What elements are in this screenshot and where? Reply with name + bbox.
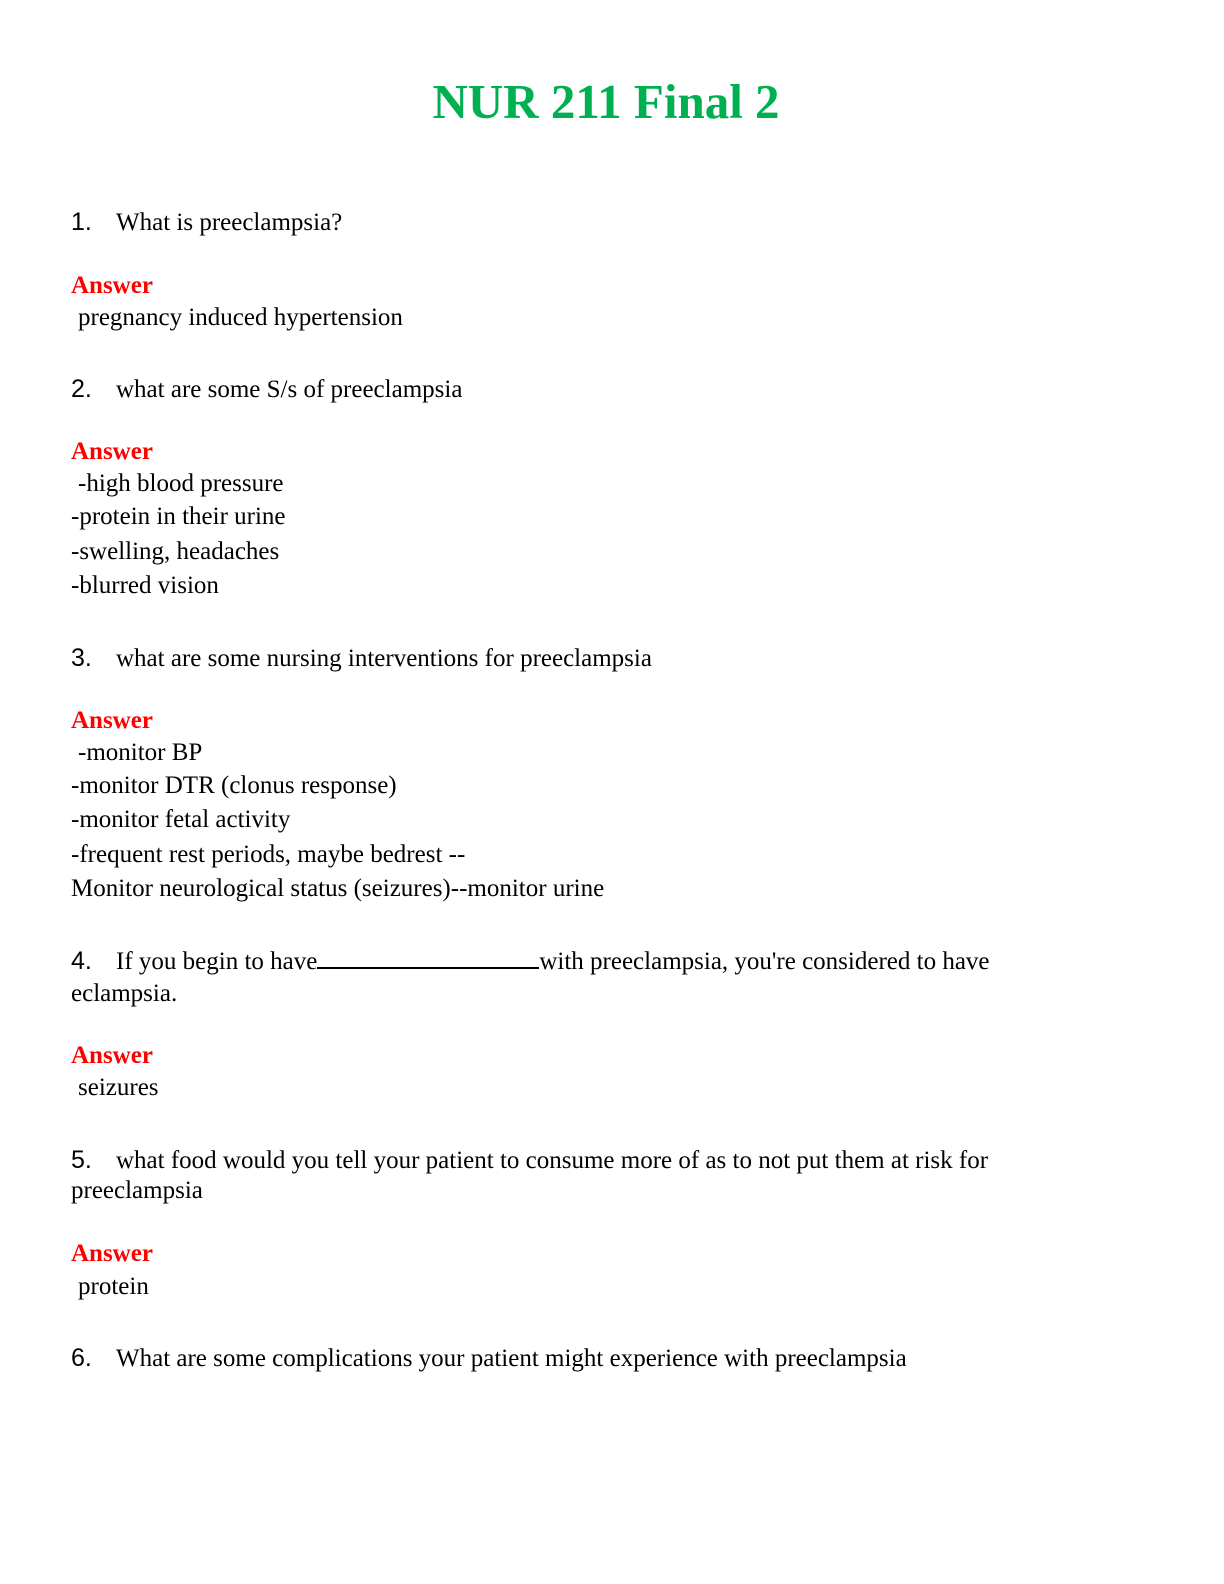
answer-line: -monitor fetal activity <box>71 806 291 833</box>
question-text-line2: preeclampsia <box>71 1177 203 1204</box>
question-text: what food would you tell your patient to consume more of as to not put them at risk for <box>116 1147 989 1174</box>
question-number: 4. <box>71 947 92 975</box>
question-4 <box>71 945 990 978</box>
answer-line: pregnancy induced hypertension <box>78 304 403 331</box>
question-6 <box>71 1342 907 1375</box>
document-title: NUR 211 Final 2 <box>432 74 780 129</box>
answer-line: Monitor neurological status (seizures)--monitor urine <box>71 875 605 902</box>
question-text: What is preeclampsia? <box>116 209 343 236</box>
question-5 <box>71 1144 988 1177</box>
answer-line: -monitor BP <box>78 739 203 766</box>
question-text: what are some S/s of preeclampsia <box>116 376 463 403</box>
answer-line: seizures <box>78 1074 159 1101</box>
answer-line: -frequent rest periods, maybe bedrest -- <box>71 841 466 868</box>
answer-label: Answer <box>71 1042 153 1069</box>
answer-label: Answer <box>71 438 153 465</box>
question-text-before-blank: If you begin to have <box>116 948 318 975</box>
question-number: 2. <box>71 375 92 403</box>
question-number: 1. <box>71 208 92 236</box>
answer-line: protein <box>78 1273 149 1300</box>
answer-line: -blurred vision <box>71 572 219 599</box>
question-number: 3. <box>71 644 92 672</box>
answer-label: Answer <box>71 1240 153 1267</box>
question-3 <box>71 642 652 675</box>
question-2 <box>71 373 462 406</box>
question-text-line2: eclampsia. <box>71 980 178 1007</box>
answer-label: Answer <box>71 272 153 299</box>
question-text-after-blank: with preeclampsia, you're considered to have <box>539 948 990 975</box>
fill-in-blank <box>317 945 539 969</box>
question-number: 6. <box>71 1344 92 1372</box>
answer-line: -high blood pressure <box>78 470 284 497</box>
answer-line: -monitor DTR (clonus response) <box>71 772 397 799</box>
question-text: what are some nursing interventions for preeclampsia <box>116 645 652 672</box>
answer-label: Answer <box>71 707 153 734</box>
question-1 <box>71 206 342 239</box>
question-number: 5. <box>71 1146 92 1174</box>
answer-line: -swelling, headaches <box>71 538 280 565</box>
answer-line: -protein in their urine <box>71 503 286 530</box>
question-text: What are some complications your patient might experience with preeclampsia <box>116 1345 907 1372</box>
